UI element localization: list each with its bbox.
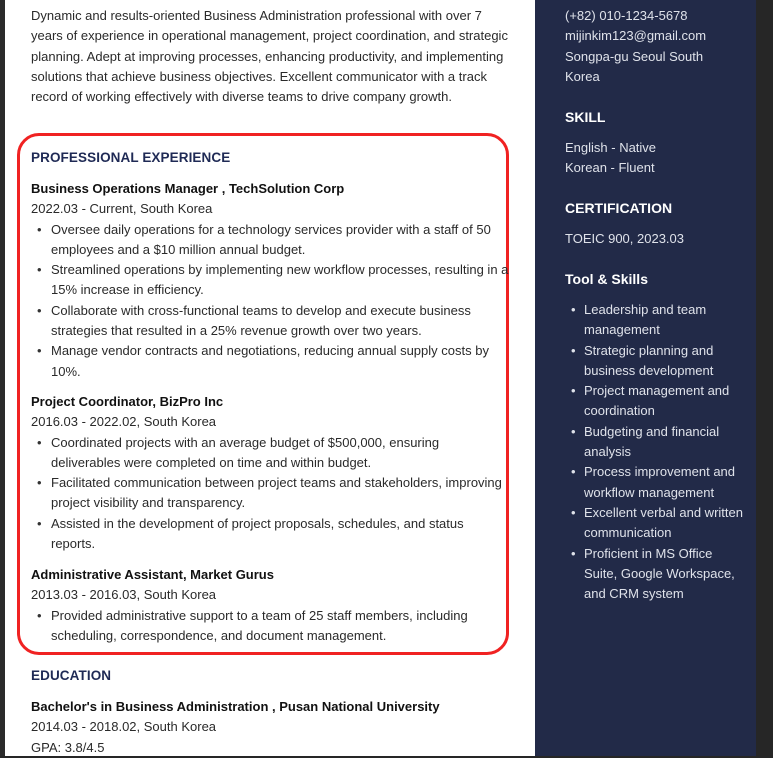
tool-item: • Proficient in MS Office Suite, Google Workspace, and CRM system: [584, 544, 745, 605]
job-entry: [31, 179, 511, 382]
experience-heading: PROFESSIONAL EXPERIENCE: [31, 150, 231, 165]
education-entry: [31, 697, 511, 758]
job-meta: 2016.03 - 2022.02, South Korea: [31, 414, 217, 430]
job-bullets: [31, 606, 511, 647]
certification-list: [565, 229, 745, 249]
certification-heading: CERTIFICATION: [565, 200, 673, 216]
job-bullet: • Oversee daily operations for a technology services provider with a staff of 50 employees and a $10 million annual budget.: [51, 220, 511, 261]
job-entry: [31, 392, 511, 554]
skill-heading: SKILL: [565, 109, 606, 125]
contact-address: Songpa-gu Seoul South Korea: [565, 48, 704, 84]
education-heading: EDUCATION: [31, 668, 112, 683]
right-border: [756, 0, 773, 756]
resume-sidebar: [535, 0, 756, 756]
summary-text: Dynamic and results-oriented Business Administration professional with over 7 years of experience in operational management, project coordination, and strategic planning. Adept at improving processes, enhancing productivity, and implementing solutions that achieve business objectives. Excellent communicator with a track record of working effectively with diverse teams to drive company growth.: [31, 8, 508, 105]
tool-item: • Excellent verbal and written communication: [584, 503, 745, 544]
job-entry: [31, 565, 511, 646]
skill-item: English - Native: [565, 140, 657, 155]
job-bullet: • Provided administrative support to a team of 25 staff members, including scheduling, correspondence, and document management.: [51, 606, 511, 647]
job-bullets: [31, 433, 511, 555]
job-bullet: • Collaborate with cross-functional teams to develop and execute business strategies that resulted in a 25% revenue growth over two years.: [51, 301, 511, 342]
tool-item: • Leadership and team management: [584, 300, 745, 341]
tool-item: • Project management and coordination: [584, 381, 745, 422]
job-bullet: • Streamlined operations by implementing new workflow processes, resulting in a 15% increase in efficiency.: [51, 260, 511, 301]
education-gpa: GPA: 3.8/4.5: [31, 739, 105, 755]
contact-email: mijinkim123@gmail.com: [565, 28, 707, 44]
job-bullet: • Facilitated communication between project teams and stakeholders, improving project visibility and transparency.: [51, 473, 511, 514]
skill-list: [565, 138, 745, 179]
job-title: Business Operations Manager , TechSolution Corp: [31, 181, 345, 196]
tools-heading: Tool & Skills: [565, 271, 648, 287]
job-bullet: • Coordinated projects with an average budget of $500,000, ensuring deliverables were completed on time and within budget.: [51, 433, 511, 474]
skill-item: Korean - Fluent: [565, 160, 655, 176]
contact-phone: (+82) 010-1234-5678: [565, 8, 688, 23]
degree-title: Bachelor's in Business Administration , Pusan National University: [31, 699, 440, 714]
tool-item: • Budgeting and financial analysis: [584, 422, 745, 463]
job-title: Administrative Assistant, Market Gurus: [31, 567, 274, 582]
tool-item: • Process improvement and workflow management: [584, 462, 745, 503]
resume-main-column: [5, 0, 535, 756]
job-title: Project Coordinator, BizPro Inc: [31, 394, 224, 409]
education-meta: 2014.03 - 2018.02, South Korea: [31, 719, 217, 735]
certification-item: TOEIC 900, 2023.03: [565, 231, 685, 246]
job-bullet: • Assisted in the development of project proposals, schedules, and status reports.: [51, 514, 511, 555]
tool-item: • Strategic planning and business development: [584, 341, 745, 382]
contact-info: [565, 6, 745, 87]
job-meta: 2022.03 - Current, South Korea: [31, 201, 213, 217]
job-meta: 2013.03 - 2016.03, South Korea: [31, 587, 217, 603]
tools-list: [565, 300, 745, 604]
job-bullets: [31, 220, 511, 382]
job-bullet: • Manage vendor contracts and negotiations, reducing annual supply costs by 10%.: [51, 341, 511, 382]
